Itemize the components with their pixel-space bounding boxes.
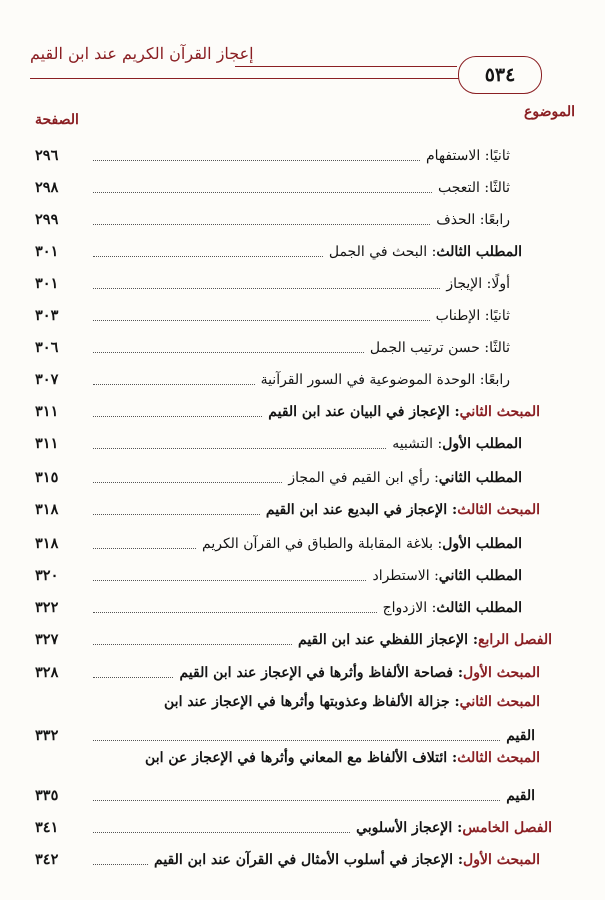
leader-dots [93,548,196,549]
entry-continuation: القيم [506,728,535,744]
toc-entry [35,274,540,294]
entry-continuation: القيم [506,788,535,804]
entry-text: : بلاغة المقابلة والطباق في القرآن الكريم [202,536,443,552]
entry-page: ٣٠٧ [35,371,59,388]
entry-page: ٣٢٧ [35,631,59,648]
entry-text: : الازدواج [382,600,437,616]
entry-lead: المبحث الثالث [457,502,540,518]
entry-page: ٣١١ [35,403,59,420]
entry-lead: المبحث الثاني [459,694,540,710]
entry-text: : الإعجاز في البديع عند ابن القيم [265,502,458,518]
toc-entry [35,468,540,488]
leader-dots [93,320,430,321]
entry-text: : فصاحة الألفاظ وأثرها في الإعجاز عند ابن القيم [179,665,464,681]
entry-text: : الاستفهام [425,148,490,164]
entry-lead: المطلب الثالث [436,244,522,260]
leader-dots [93,864,148,865]
entry-page: ٣١١ [35,435,59,452]
entry-page: ٣٢٢ [35,599,59,616]
leader-dots [93,352,364,353]
entry-text: : الحذف [436,212,485,228]
leader-dots [93,832,350,833]
entry-page: ٣١٨ [35,501,59,518]
leader-dots [93,482,282,483]
column-header-topic: الموضوع [524,104,575,120]
entry-lead: ثالثًا [489,180,510,196]
leader-dots [93,740,500,741]
toc-entry-first-line [145,750,540,766]
entry-text: : الإعجاز في أسلوب الأمثال في القرآن عند ابن القيم [154,852,464,868]
entry-lead: المطلب الأول [442,536,522,552]
entry-lead: المطلب الثاني [438,470,522,486]
entry-lead: المبحث الأول [463,852,540,868]
toc-entry [35,663,540,683]
leader-dots [93,288,440,289]
leader-dots [93,448,386,449]
entry-lead: رابعًا [484,372,510,388]
column-header-page: الصفحة [35,112,79,128]
toc-entry [35,566,540,586]
entry-lead: أولًا [491,276,510,292]
toc-entry [35,178,540,198]
toc-entry [35,818,552,838]
toc-entry [35,500,540,520]
leader-dots [93,256,323,257]
leader-dots [93,384,255,385]
toc-entry [35,630,552,650]
toc-entry [35,338,540,358]
entry-lead: ثالثًا [489,340,510,356]
entry-text: : الإعجاز في البيان عند ابن القيم [268,404,460,420]
running-header-title: إعجاز القرآن الكريم عند ابن القيم [30,44,254,63]
entry-page: ٣٢٠ [35,567,59,584]
entry-lead: المطلب الثاني [438,568,522,584]
entry-lead: المطلب الثالث [436,600,522,616]
entry-text: : الإعجاز اللفظي عند ابن القيم [298,632,479,648]
entry-text: : الوحدة الموضوعية في السور القرآنية [260,372,485,388]
entry-lead: المطلب الأول [442,436,522,452]
entry-lead: الفصل الخامس [462,820,552,836]
leader-dots [93,612,377,613]
toc-entry [35,598,540,618]
entry-page: ٢٩٩ [35,211,59,228]
leader-dots [93,416,262,417]
leader-dots [93,160,420,161]
entry-text: : الإطناب [435,308,490,324]
entry-text: : الإيجاز [446,276,492,292]
entry-page: ٣١٥ [35,469,59,486]
leader-dots [93,644,292,645]
leader-dots [93,580,366,581]
toc-entry [35,306,540,326]
entry-lead: ثانيًا [489,148,510,164]
toc-entry [35,210,540,230]
leader-dots [93,224,430,225]
toc-entry [35,242,540,262]
leader-dots [93,514,260,515]
toc-entry [35,402,540,422]
entry-text: : البحث في الجمل [328,244,437,260]
toc-entry [35,850,540,870]
entry-page: ٢٩٦ [35,147,59,164]
entry-page: ٣٠١ [35,275,59,292]
leader-dots [93,800,500,801]
entry-text: : ائتلاف الألفاظ مع المعاني وأثرها في الإعجاز عن ابن [145,750,458,766]
leader-dots [93,192,432,193]
entry-lead: المبحث الثاني [459,404,540,420]
entry-text: : جزالة الألفاظ وعذوبتها وأثرها في الإعجاز عند ابن [164,694,460,710]
entry-page: ٣٣٢ [35,727,59,744]
toc-entry [35,726,540,746]
entry-page: ٣٣٥ [35,787,59,804]
entry-text: : الاستطراد [372,568,439,584]
entry-page: ٣٠١ [35,243,59,260]
toc-entry [35,786,540,806]
entry-text: : التعجب [437,180,490,196]
entry-page: ٣١٨ [35,535,59,552]
entry-page: ٣٤٢ [35,851,59,868]
entry-text: : رأي ابن القيم في المجاز [288,470,439,486]
toc-entry [35,534,540,554]
entry-page: ٣٢٨ [35,664,59,681]
leader-dots [93,677,173,678]
entry-page: ٣٠٦ [35,339,59,356]
toc-entry [35,146,540,166]
entry-lead: المبحث الثالث [457,750,540,766]
entry-text: : حسن ترتيب الجمل [369,340,490,356]
entry-lead: ثانيًا [489,308,510,324]
entry-text: : الإعجاز الأسلوبي [356,820,463,836]
page-number-badge: ٥٣٤ [458,56,542,94]
entry-text: : التشبيه [392,436,443,452]
toc-entry [35,434,540,454]
toc-entry [35,370,540,390]
entry-page: ٣٤١ [35,819,59,836]
entry-lead: رابعًا [484,212,510,228]
toc-entry-first-line [164,694,540,710]
entry-lead: المبحث الأول [463,665,540,681]
entry-page: ٢٩٨ [35,179,59,196]
entry-lead: الفصل الرابع [478,632,552,648]
entry-page: ٣٠٣ [35,307,59,324]
